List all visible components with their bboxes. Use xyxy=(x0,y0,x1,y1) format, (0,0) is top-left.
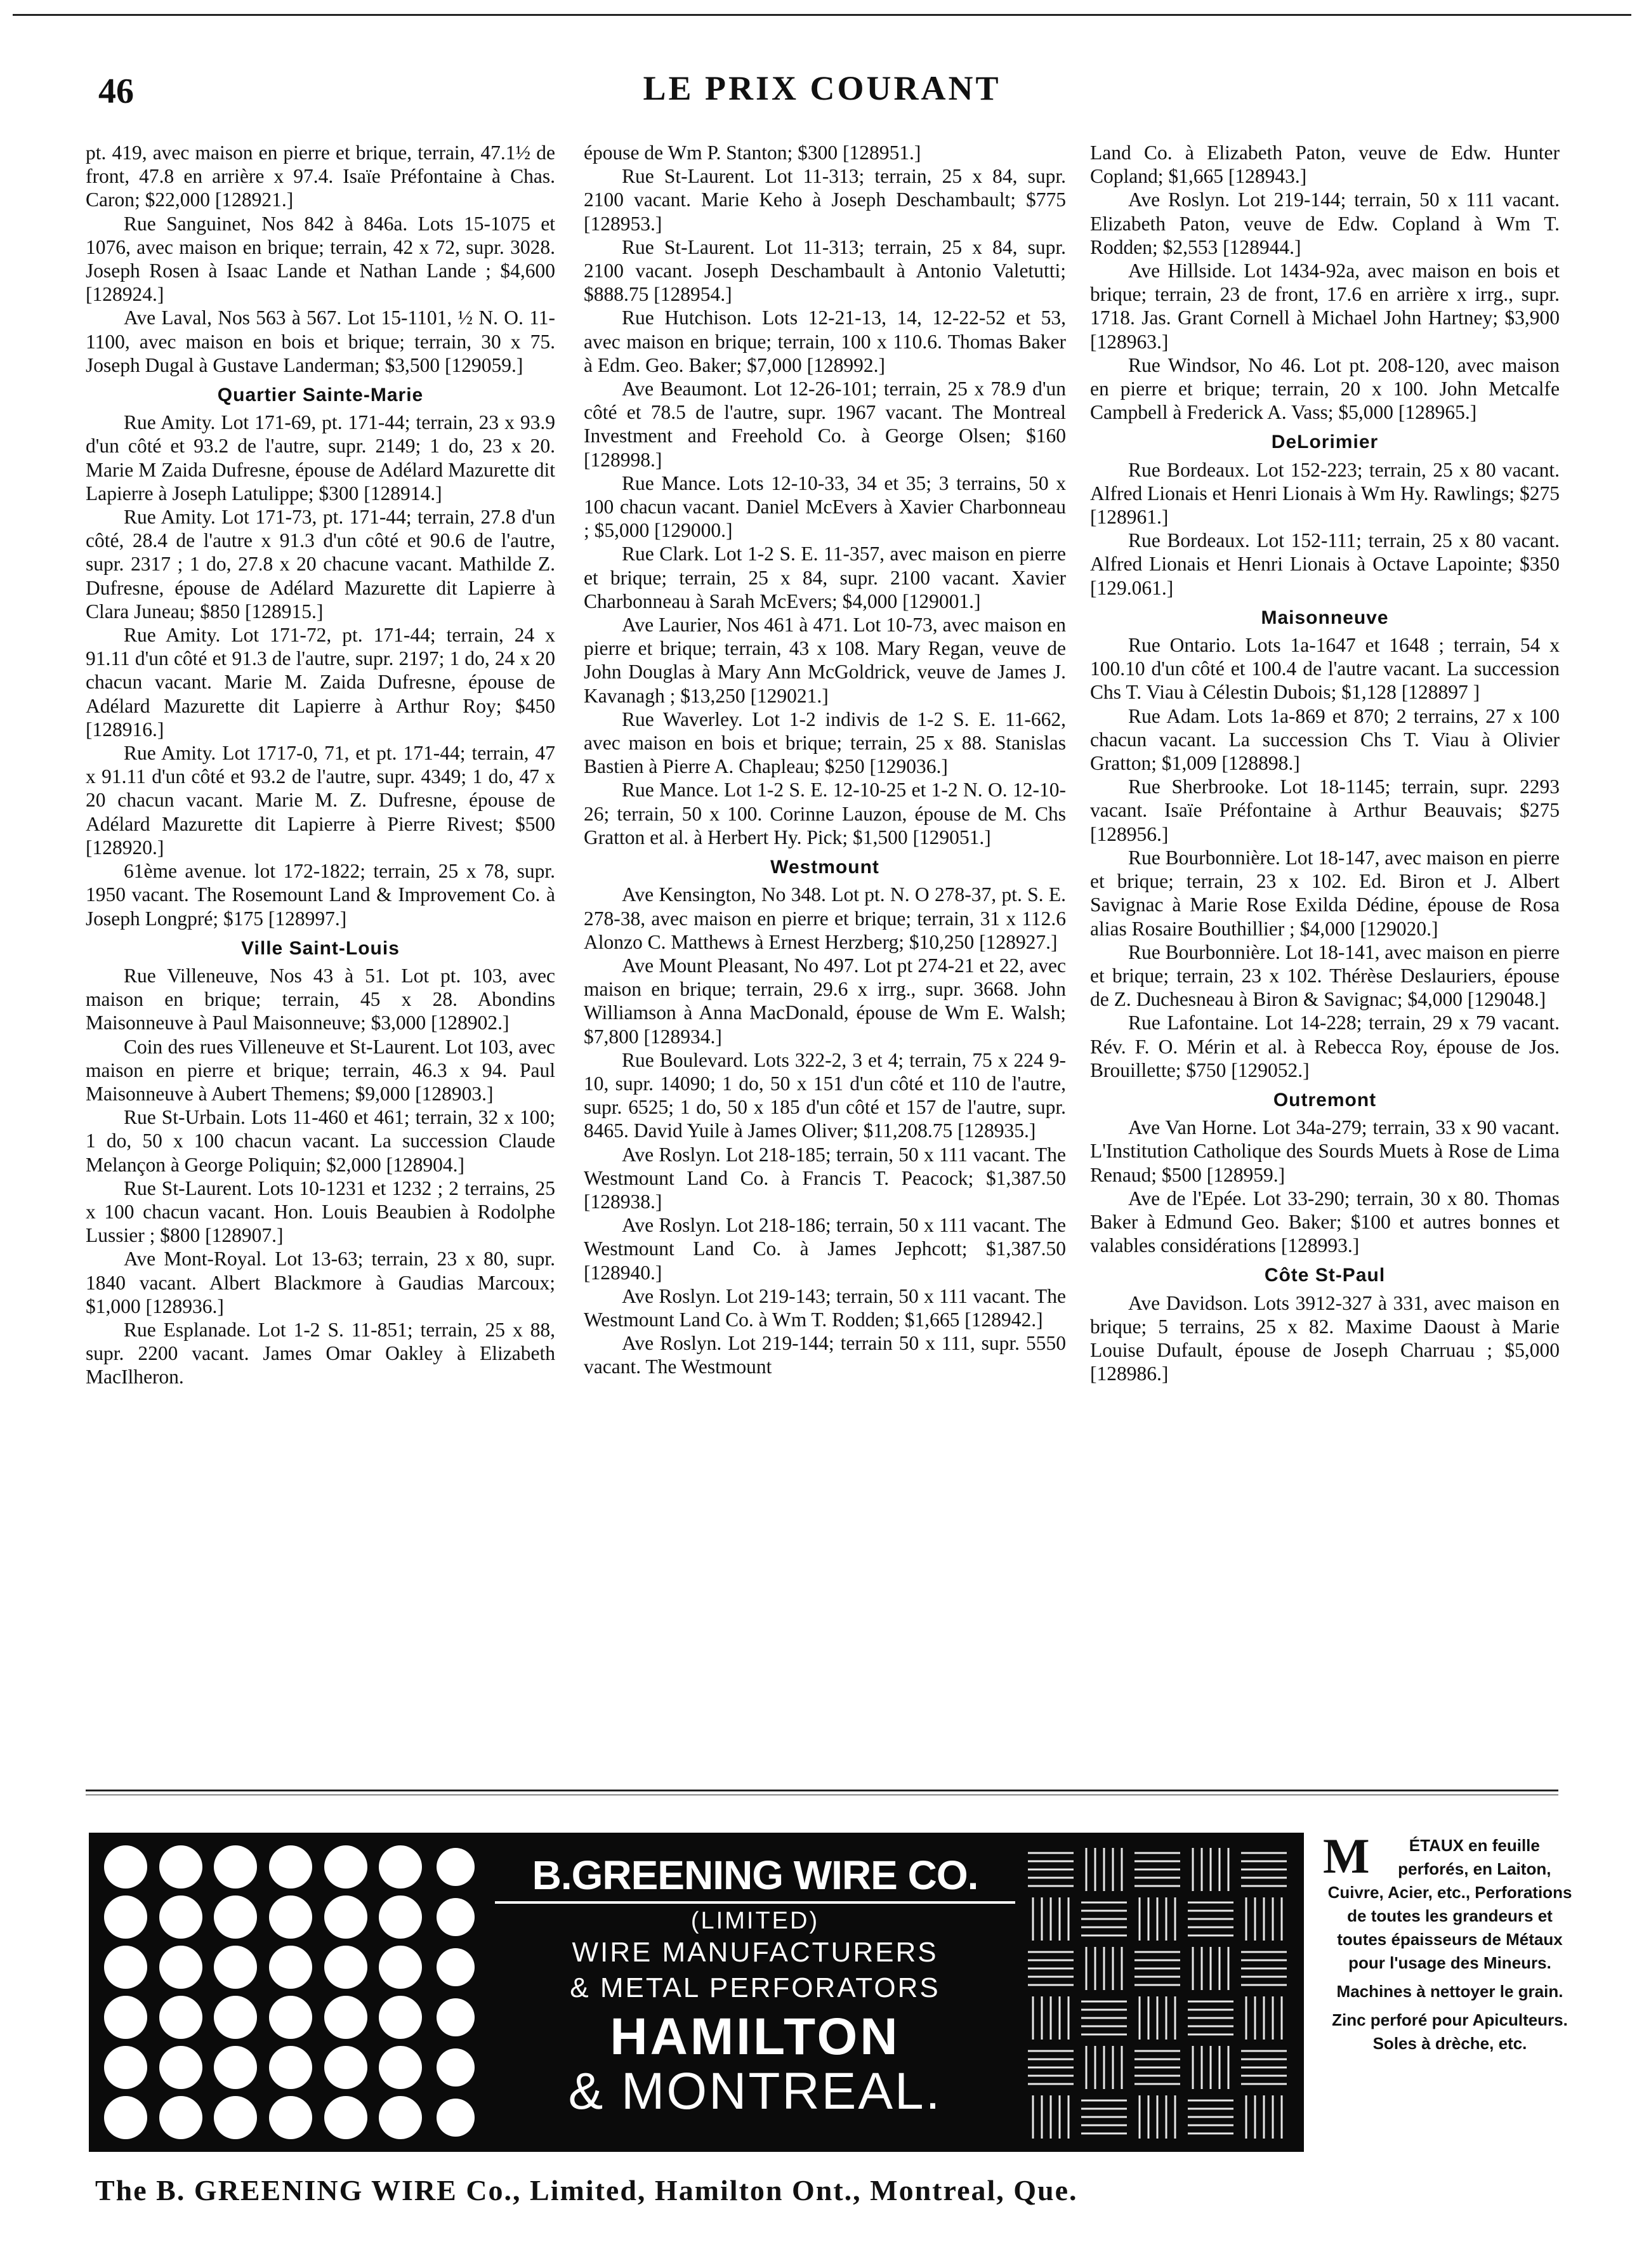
side-ad-text: ÉTAUX en feuille perforés, en Laiton, Cuivre, Acier, etc., Perforations de toutes les grandeurs et toutes épaisseurs de Métaux pour l'usage des Mineurs. xyxy=(1327,1836,1572,1972)
perforation-hole xyxy=(104,1996,147,2039)
entry: Rue Amity. Lot 171-72, pt. 171-44; terrain, 24 x 91.11 d'un côté et 91.3 de l'autre, supr. 2197; 1 do, 24 x 20 chacun vacant. Marie M. Zaida Dufresne, épouse de Adélard Mazurette dit Lapierre à Arthur Roy; $450 [128916.] xyxy=(86,624,555,741)
entry: Ave Roslyn. Lot 219-144; terrain 50 x 111, supr. 5550 vacant. The Westmount xyxy=(584,1332,1066,1378)
section-heading: Westmount xyxy=(770,857,879,878)
entry: Rue St-Laurent. Lots 10-1231 et 1232 ; 2 terrains, 25 x 100 chacun vacant. Hon. Louis Beaubien à Rodolphe Lussier ; $800 [128907.] xyxy=(86,1177,555,1247)
entry: Ave Van Horne. Lot 34a-279; terrain, 33 x 90 vacant. L'Institution Catholique des Sourds Muets à Rose de Lima Renaud; $500 [128959.] xyxy=(1090,1116,1560,1186)
footer-imprint: The B. GREENING WIRE Co., Limited, Hamilton Ont., Montreal, Que. xyxy=(95,2174,1078,2206)
perforation-hole xyxy=(159,1895,202,1939)
perforation-hole xyxy=(324,1845,367,1889)
perforation-hole xyxy=(159,2096,202,2139)
advertisement-panel xyxy=(89,1833,1304,2152)
perforation-hole xyxy=(104,2046,147,2089)
perforation-hole xyxy=(214,2096,257,2139)
perforation-hole xyxy=(269,2096,312,2139)
perforation-hole xyxy=(379,2096,422,2139)
column-3 xyxy=(1090,141,1560,1385)
perforation-hole xyxy=(269,1946,312,1989)
entry: Rue Bourbonnière. Lot 18-147, avec maison en pierre et brique; terrain, 23 x 102. Ed. Biron et J. Albert Savignac à Marie Rose Exilda Dédine, épouse de Rosa alias Rosaire Bouthillier ; $4,000 [129020.] xyxy=(1090,846,1560,940)
ad-tagline-1: WIRE MANUFACTURERS xyxy=(572,1937,938,1968)
entry: Rue Bordeaux. Lot 152-111; terrain, 25 x 80 vacant. Alfred Lionais et Henri Lionais à Octave Lapointe; $350 [129.061.] xyxy=(1090,529,1560,599)
advertisement-text xyxy=(495,1839,1015,2146)
perforation-hole xyxy=(437,1898,475,1936)
entry: Ave Mont-Royal. Lot 13-63; terrain, 23 x 80, supr. 1840 vacant. Albert Blackmore à Gaudias Marcoux; $1,000 [128936.] xyxy=(86,1248,555,1317)
entry: Rue Bordeaux. Lot 152-223; terrain, 25 x 80 vacant. Alfred Lionais et Henri Lionais à Wm Hy. Rawlings; $275 [128961.] xyxy=(1090,458,1560,529)
page-number: 46 xyxy=(98,72,134,111)
section-heading: DeLorimier xyxy=(1271,432,1379,453)
perforation-hole xyxy=(214,1946,257,1989)
perforation-hole xyxy=(379,2046,422,2089)
perforation-hole xyxy=(269,1996,312,2039)
column-2 xyxy=(584,141,1066,1379)
woven-wire-illustration xyxy=(1022,1842,1294,2143)
ad-limited: (LIMITED) xyxy=(690,1908,820,1934)
perforation-hole xyxy=(324,2096,367,2139)
column-1 xyxy=(86,141,555,1389)
perforation-hole xyxy=(104,1946,147,1989)
perforation-hole xyxy=(214,1996,257,2039)
entry: Rue Lafontaine. Lot 14-228; terrain, 29 x 79 vacant. Rév. F. O. Mérin et al. à Rebecca Roy, épouse de Jos. Brouillette; $750 [129052.] xyxy=(1090,1012,1560,1081)
entry: Ave Laurier, Nos 461 à 471. Lot 10-73, avec maison en pierre et brique; terrain, 43 x 108. Mary Regan, veuve de John Douglas à Mary Ann McGoldrick, veuve de James J. Kavanagh ; $13,250 [129021.] xyxy=(584,614,1066,707)
perforation-hole xyxy=(324,1895,367,1939)
section-heading: Côte St-Paul xyxy=(1264,1265,1386,1286)
perforation-hole xyxy=(437,2048,475,2087)
perforation-hole xyxy=(104,1895,147,1939)
perforation-hole xyxy=(159,1946,202,1989)
section-divider xyxy=(86,1790,1558,1791)
entry: épouse de Wm P. Stanton; $300 [128951.] xyxy=(584,142,921,164)
perforation-hole xyxy=(437,1998,475,2036)
entry: Ave Mount Pleasant, No 497. Lot pt 274-21 et 22, avec maison en brique; terrain, 29.6 x irrg., supr. 3668. John Williamson à Anna MacDonald, épouse de Wm E. Walsh; $7,800 [128934.] xyxy=(584,954,1066,1048)
perforation-hole xyxy=(437,2099,475,2137)
ad-company-name: B.GREENING WIRE CO. xyxy=(495,1852,1015,1904)
entry: Rue Ontario. Lots 1a-1647 et 1648 ; terrain, 54 x 100.10 d'un côté et 100.4 de l'autre vacant. La succession Chs T. Viau à Célestin Dubois; $1,128 [128897 ] xyxy=(1090,634,1560,704)
perforation-hole xyxy=(269,1895,312,1939)
entry: Rue Boulevard. Lots 322-2, 3 et 4; terrain, 75 x 224 9-10, supr. 14090; 1 do, 50 x 151 d'un côté et 110 de l'autre, supr. 6525; 1 do, 50 x 185 d'un côté et 157 de l'autre, supr. 8465. David Yuile à James Oliver; $11,208.75 [128935.] xyxy=(584,1048,1066,1142)
entry: Ave Beaumont. Lot 12-26-101; terrain, 25 x 78.9 d'un côté et 78.5 de l'autre, supr. 1967 vacant. The Montreal Investment and Freehold Co. à George Olsen; $160 [128998.] xyxy=(584,378,1066,471)
perforation-hole xyxy=(269,2046,312,2089)
entry: Ave Roslyn. Lot 218-185; terrain, 50 x 111 vacant. The Westmount Land Co. à Francis T. Peacock; $1,387.50 [128938.] xyxy=(584,1143,1066,1213)
ad-tagline-2: & METAL PERFORATORS xyxy=(570,1972,940,2003)
ad-city-2: & MONTREAL. xyxy=(568,2062,942,2120)
entry: Rue Mance. Lot 1-2 S. E. 12-10-25 et 1-2 N. O. 12-10-26; terrain, 50 x 100. Corinne Lauzon, épouse de M. Chs Gratton et al. à Herbert Hy. Pick; $1,500 [129051.] xyxy=(584,779,1066,848)
entry: Rue Amity. Lot 171-69, pt. 171-44; terrain, 23 x 93.9 d'un côté et 93.2 de l'autre, supr. 2149; 1 do, 23 x 20. Marie M Zaida Dufresne, épouse de Adélard Mazurette dit Lapierre à Joseph Latulippe; $300 [128914.] xyxy=(86,411,555,504)
running-title: LE PRIX COURANT xyxy=(643,69,1001,107)
entry: Rue St-Laurent. Lot 11-313; terrain, 25 x 84, supr. 2100 vacant. Marie Keho à Joseph Deschambault; $775 [128953.] xyxy=(584,165,1066,235)
perforation-hole xyxy=(437,1948,475,1986)
perforation-hole xyxy=(324,2046,367,2089)
perforation-hole xyxy=(159,1996,202,2039)
perforation-hole xyxy=(214,2046,257,2089)
perforation-hole xyxy=(269,1845,312,1889)
perforation-hole xyxy=(104,2096,147,2139)
section-heading: Quartier Sainte-Marie xyxy=(217,385,424,406)
section-heading: Ville Saint-Louis xyxy=(241,937,400,959)
perforation-hole xyxy=(159,1845,202,1889)
perforation-hole xyxy=(104,1845,147,1889)
ad-city-1: HAMILTON xyxy=(610,2008,900,2066)
entry: pt. 419, avec maison en pierre et brique, terrain, 47.1½ de front, 47.8 en arrière x 97.4. Isaïe Préfontaine à Chas. Caron; $22,000 [128921.] xyxy=(86,142,555,211)
entry: Rue Waverley. Lot 1-2 indivis de 1-2 S. E. 11-662, avec maison en bois et brique; terrain, 25 x 88. Stanislas Bastien à Pierre A. Chapleau; $250 [129036.] xyxy=(584,708,1066,778)
perforation-hole xyxy=(437,1848,475,1886)
entry: Ave Roslyn. Lot 218-186; terrain, 50 x 111 vacant. The Westmount Land Co. à James Jephcott; $1,387.50 [128940.] xyxy=(584,1214,1066,1284)
entry: Rue Adam. Lots 1a-869 et 870; 2 terrains, 27 x 100 chacun vacant. La succession Chs T. Viau à Olivier Gratton; $1,009 [128898.] xyxy=(1090,704,1560,775)
entry: Rue Esplanade. Lot 1-2 S. 11-851; terrain, 25 x 88, supr. 2200 vacant. James Omar Oakley à Elizabeth MacIlheron. xyxy=(86,1318,555,1388)
entry: Rue Amity. Lot 171-73, pt. 171-44; terrain, 27.8 d'un côté, 28.4 de l'autre x 91.3 d'un côté et 90.6 de l'autre, supr. 2317 ; 1 do, 27.8 x 20 chacune vacant. Mathilde Z. Dufresne, épouse de Adélard Mazurette dit Lapierre à Clara Juneau; $850 [128915.] xyxy=(86,506,555,623)
side-advertisement xyxy=(1323,1828,1577,2055)
entry: Rue Windsor, No 46. Lot pt. 208-120, avec maison en pierre et brique; terrain, 20 x 100. John Metcalfe Campbell à Frederick A. Vass; $5,000 [128965.] xyxy=(1090,353,1560,424)
entry: Rue St-Urbain. Lots 11-460 et 461; terrain, 32 x 100; 1 do, 50 x 100 chacun vacant. La succession Claude Melançon à George Poliquin; $2,000 [128904.] xyxy=(86,1106,555,1176)
perforation-hole xyxy=(379,1895,422,1939)
perforation-hole xyxy=(379,1845,422,1889)
perforation-hole xyxy=(379,1996,422,2039)
entry: Rue Bourbonnière. Lot 18-141, avec maison en pierre et brique; terrain, 23 x 102. Thérèse Deslauriers, épouse de Z. Duchesneau à Biron & Savignac; $4,000 [129048.] xyxy=(1090,940,1560,1011)
entry: Rue Amity. Lot 1717-0, 71, et pt. 171-44; terrain, 47 x 91.11 d'un côté et 93.2 de l'autre, supr. 4349; 1 do, 47 x 20 chacun vacant. Marie M. Z. Dufresne, épouse de Adélard Mazurette dit Lapierre à Pierre Rivest; $500 [128920.] xyxy=(86,742,555,859)
top-rule xyxy=(13,14,1631,16)
entry: Rue Hutchison. Lots 12-21-13, 14, 12-22-52 et 53, avec maison en brique; terrain, 100 x 110.6. Thomas Baker à Edm. Geo. Baker; $7,000 [128992.] xyxy=(584,307,1066,376)
side-ad-zinc: Zinc perforé pour Apiculteurs. Soles à drèche, etc. xyxy=(1332,2010,1568,2053)
entry: Ave Roslyn. Lot 219-144; terrain, 50 x 111 vacant. Elizabeth Paton, veuve de Edw. Copland à Wm T. Rodden; $2,553 [128944.] xyxy=(1090,188,1560,258)
entry: Ave Davidson. Lots 3912-327 à 331, avec maison en brique; 5 terrains, 25 x 82. Maxime Daoust à Marie Louise Dufault, épouse de Joseph Charruau ; $5,000 [128986.] xyxy=(1090,1291,1560,1385)
entry: Land Co. à Elizabeth Paton, veuve de Edw. Hunter Copland; $1,665 [128943.] xyxy=(1090,142,1560,188)
perforation-hole xyxy=(214,1895,257,1939)
section-heading: Maisonneuve xyxy=(1261,607,1389,628)
entry: Rue St-Laurent. Lot 11-313; terrain, 25 x 84, supr. 2100 vacant. Joseph Deschambault à Antonio Valetutti; $888.75 [128954.] xyxy=(584,235,1066,306)
drop-cap: M xyxy=(1323,1828,1370,1883)
section-heading: Outremont xyxy=(1273,1089,1377,1111)
entry: Ave Hillside. Lot 1434-92a, avec maison en bois et brique; terrain, 23 de front, 17.6 en arrière x irrg., supr. 1718. Jas. Grant Cornell à Michael John Hartney; $3,900 [128963.] xyxy=(1090,260,1560,353)
entry: Ave Roslyn. Lot 219-143; terrain, 50 x 111 vacant. The Westmount Land Co. à Wm T. Rodden; $1,665 [128942.] xyxy=(584,1284,1066,1331)
perforation-hole xyxy=(159,2046,202,2089)
perforation-hole xyxy=(379,1946,422,1989)
entry: Coin des rues Villeneuve et St-Laurent. Lot 103, avec maison en pierre et brique; terrain, 46.3 x 94. Paul Maisonneuve à Aubert Themens; $9,000 [128903.] xyxy=(86,1035,555,1105)
entry: Rue Clark. Lot 1-2 S. E. 11-357, avec maison en pierre et brique; terrain, 25 x 84, supr. 2100 vacant. Xavier Charbonneau à Sarah McEvers; $4,000 [129001.] xyxy=(584,543,1066,612)
perforation-hole xyxy=(324,1946,367,1989)
entry: 61ème avenue. lot 172-1822; terrain, 25 x 78, supr. 1950 vacant. The Rosemount Land & Improvement Co. à Joseph Longpré; $175 [128997.] xyxy=(86,860,555,930)
entry: Ave Kensington, No 348. Lot pt. N. O 278-37, pt. S. E. 278-38, avec maison en pierre et brique; terrain, 31 x 112.6 Alonzo C. Matthews à Ernest Herzberg; $10,250 [128927.] xyxy=(584,883,1066,953)
entry: Rue Sanguinet, Nos 842 à 846a. Lots 15-1075 et 1076, avec maison en brique; terrain, 42 x 72, supr. 3028. Joseph Rosen à Isaac Lande et Nathan Lande ; $4,600 [128924.] xyxy=(86,212,555,306)
perforation-hole xyxy=(214,1845,257,1889)
entry: Ave de l'Epée. Lot 33-290; terrain, 30 x 80. Thomas Baker à Edmund Geo. Baker; $100 et autres bonnes et valables considérations [128993.] xyxy=(1090,1187,1560,1257)
perforation-hole xyxy=(324,1996,367,2039)
side-ad-machines: Machines à nettoyer le grain. xyxy=(1336,1982,1563,2001)
entry: Rue Mance. Lots 12-10-33, 34 et 35; 3 terrains, 50 x 100 chacun vacant. Daniel McEvers à Xavier Charbonneau ; $5,000 [129000.] xyxy=(584,471,1066,542)
entry: Ave Laval, Nos 563 à 567. Lot 15-1101, ½ N. O. 11-1100, avec maison en bois et brique; terrain, 30 x 75. Joseph Dugal à Gustave Landerman; $3,500 [129059.] xyxy=(86,307,555,376)
entry: Rue Sherbrooke. Lot 18-1145; terrain, supr. 2293 vacant. Isaïe Préfontaine à Arthur Beauvais; $275 [128956.] xyxy=(1090,775,1560,845)
perforated-metal-illustration xyxy=(100,1844,481,2140)
entry: Rue Villeneuve, Nos 43 à 51. Lot pt. 103, avec maison en brique; terrain, 45 x 28. Abondins Maisonneuve à Paul Maisonneuve; $3,000 [128902.] xyxy=(86,964,555,1034)
